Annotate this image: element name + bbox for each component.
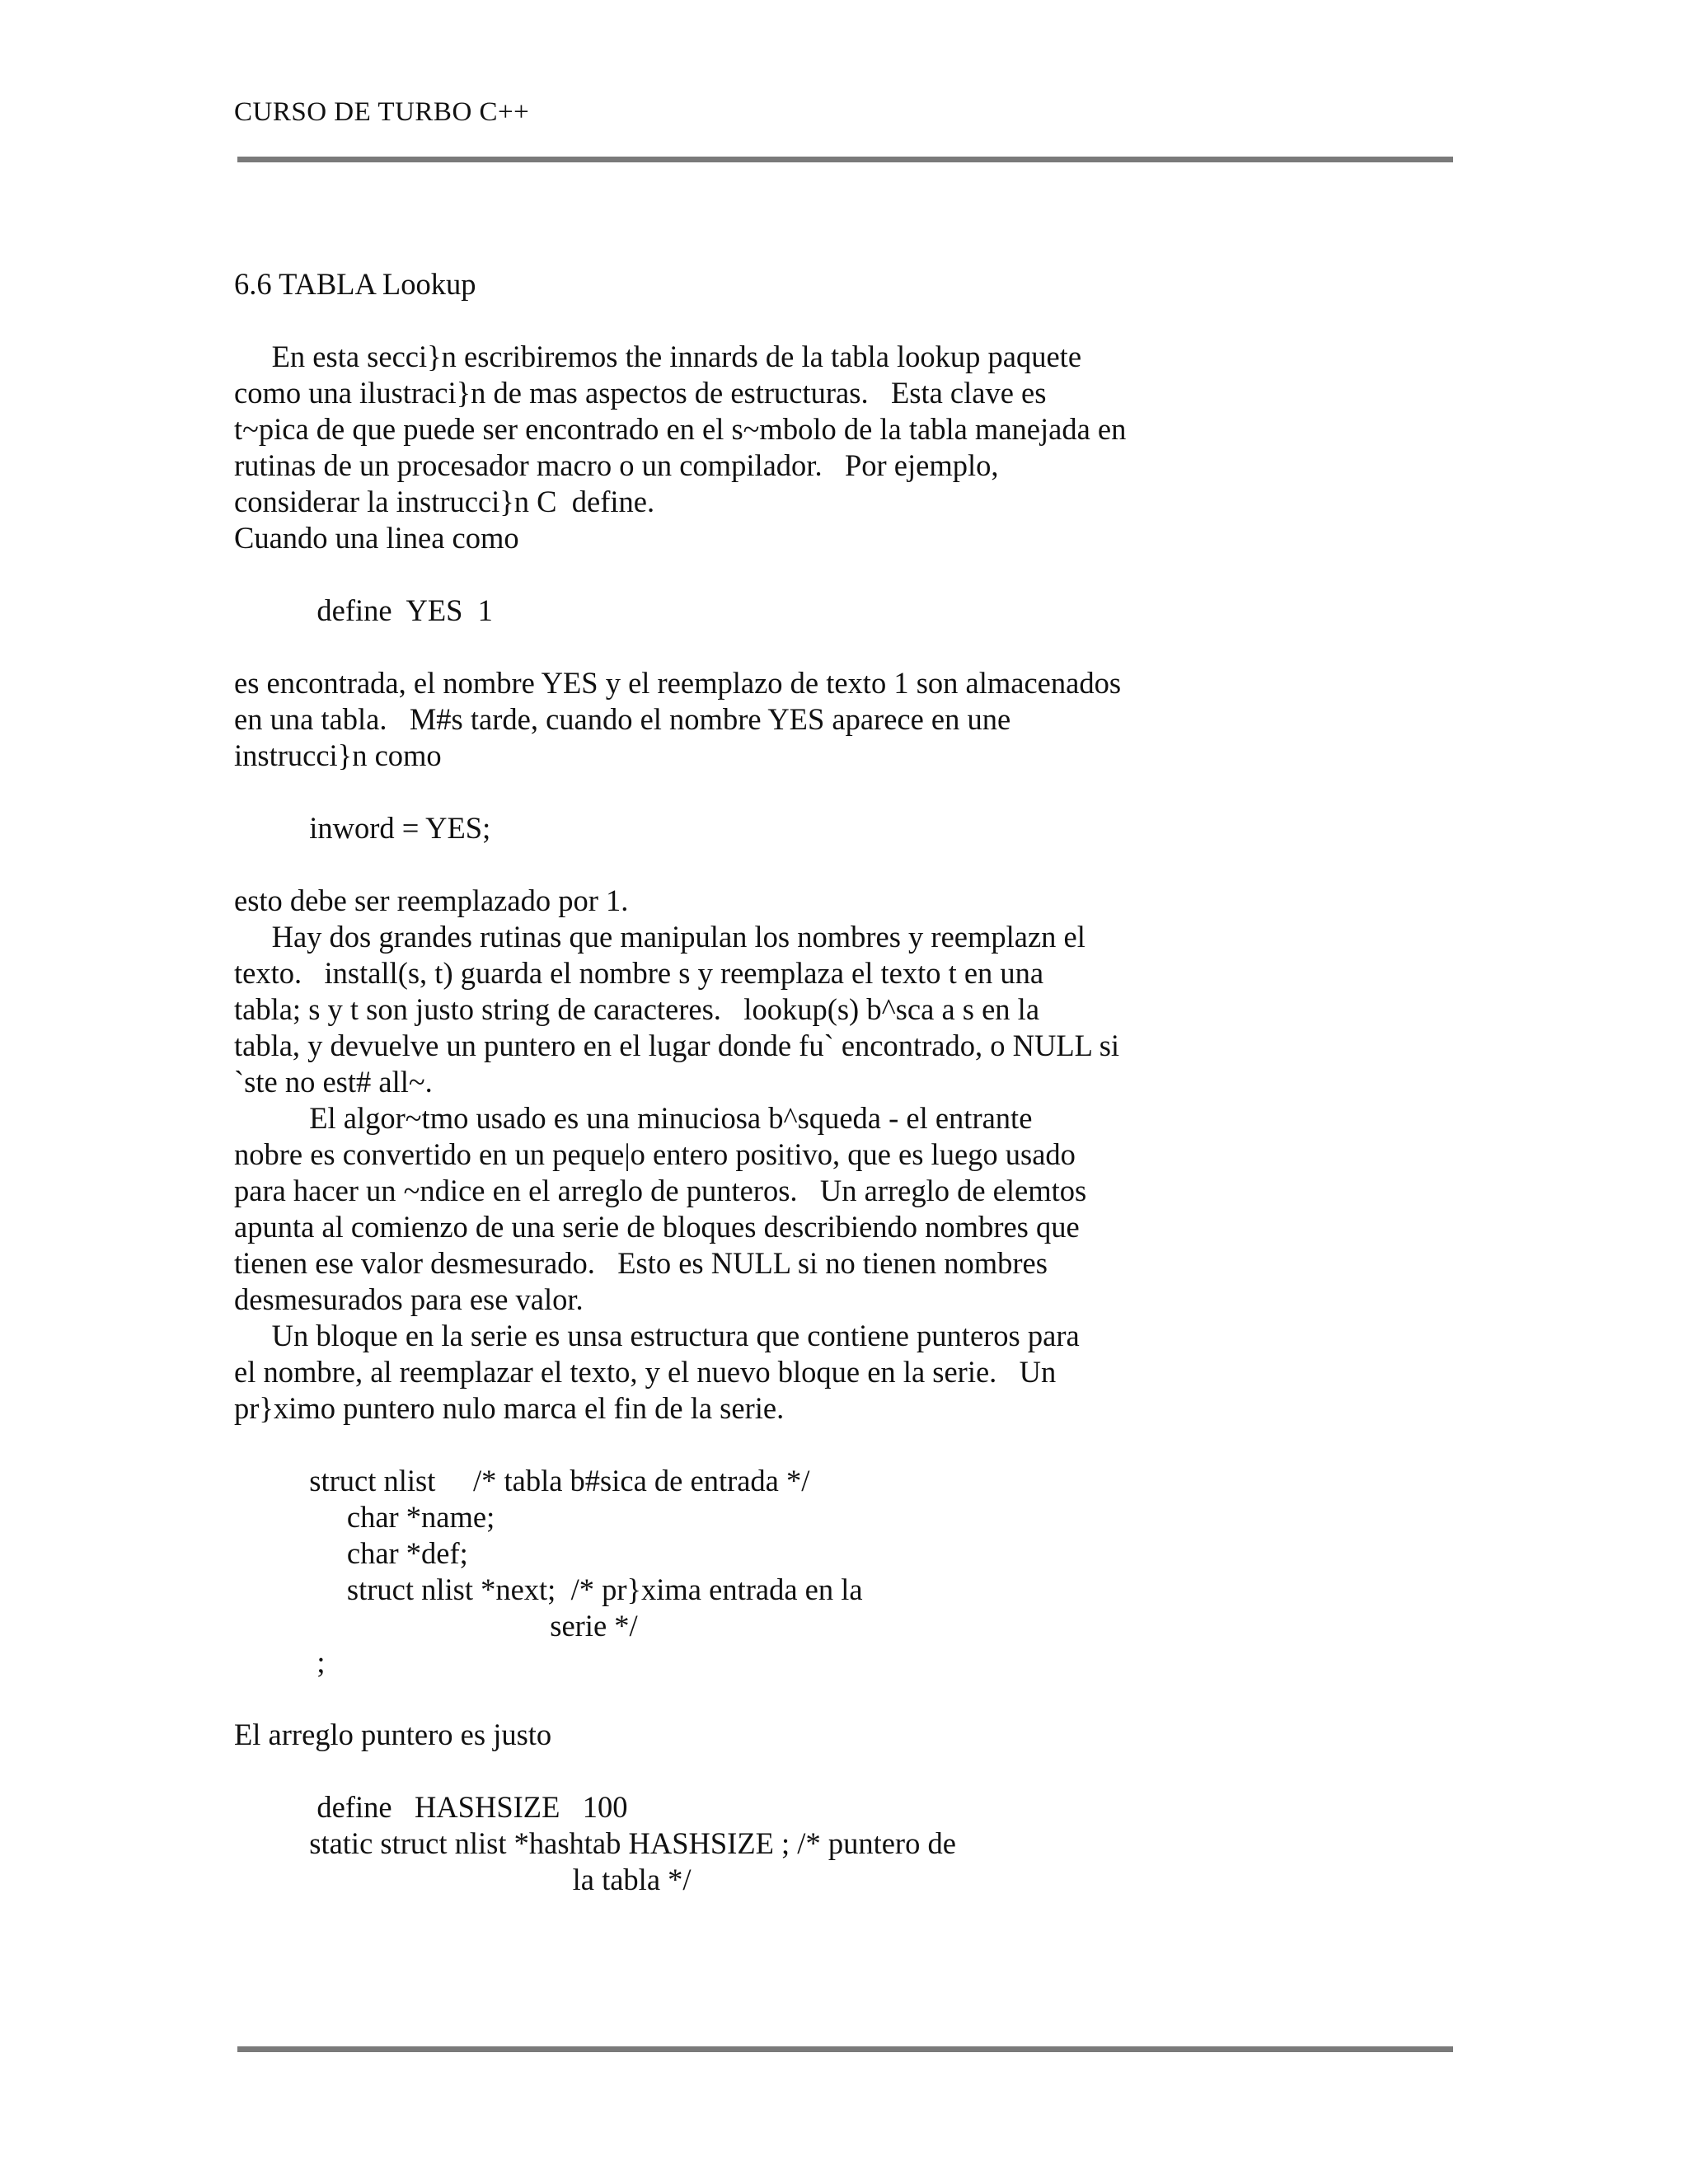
header-rule (237, 157, 1453, 162)
text-line: tienen ese valor desmesurado. Esto es NULL si no tienen nombres (234, 1246, 1048, 1280)
text-line: El algor~tmo usado es una minuciosa b^squeda - el entrante (234, 1101, 1033, 1135)
code-line: char *def; (234, 1536, 468, 1570)
text-line: tabla; s y t son justo string de caracteres. lookup(s) b^sca a s en la (234, 992, 1040, 1026)
footer-rule (237, 2046, 1453, 2052)
code-line: char *name; (234, 1500, 495, 1534)
page-header-title: CURSO DE TURBO C++ (234, 97, 530, 127)
text-line: desmesurados para ese valor. (234, 1282, 584, 1316)
text-line: Un bloque en la serie es unsa estructura que contiene punteros para (234, 1319, 1080, 1352)
text-line: como una ilustraci}n de mas aspectos de estructuras. Esta clave es (234, 376, 1047, 410)
text-line: rutinas de un procesador macro o un compilador. Por ejemplo, (234, 448, 999, 482)
text-line: texto. install(s, t) guarda el nombre s y reemplaza el texto t en una (234, 956, 1044, 990)
text-line: considerar la instrucci}n C define. (234, 485, 655, 518)
text-line: tabla, y devuelve un puntero en el lugar donde fu` encontrado, o NULL si (234, 1029, 1120, 1062)
text-line: t~pica de que puede ser encontrado en el s~mbolo de la tabla manejada en (234, 412, 1127, 446)
code-line: ; (234, 1645, 326, 1679)
text-line: para hacer un ~ndice en el arreglo de punteros. Un arreglo de elemtos (234, 1174, 1087, 1207)
text-line: apunta al comienzo de una serie de bloques describiendo nombres que (234, 1210, 1080, 1244)
text-line: nobre es convertido en un peque|o entero positivo, que es luego usado (234, 1137, 1076, 1171)
code-line: inword = YES; (234, 811, 491, 845)
section-heading: 6.6 TABLA Lookup (234, 267, 476, 301)
text-line: pr}ximo puntero nulo marca el fin de la serie. (234, 1391, 785, 1425)
text-line: En esta secci}n escribiremos the innards de la tabla lookup paquete (234, 340, 1082, 373)
code-line: static struct nlist *hashtab HASHSIZE ; /* puntero de (234, 1826, 956, 1860)
text-line: en una tabla. M#s tarde, cuando el nombre YES aparece en une (234, 702, 1011, 736)
code-line: define HASHSIZE 100 (234, 1790, 628, 1824)
text-line: Cuando una linea como (234, 521, 519, 555)
text-line: instrucci}n como (234, 738, 442, 772)
text-line: El arreglo puntero es justo (234, 1718, 552, 1751)
code-line: la tabla */ (234, 1863, 692, 1896)
code-line: struct nlist *next; /* pr}xima entrada en la (234, 1572, 863, 1606)
text-line: Hay dos grandes rutinas que manipulan los nombres y reemplazn el (234, 920, 1085, 954)
text-line: `ste no est# all~. (234, 1065, 433, 1099)
code-line: define YES 1 (234, 593, 493, 627)
text-line: el nombre, al reemplazar el texto, y el nuevo bloque en la serie. Un (234, 1355, 1057, 1389)
text-line: es encontrada, el nombre YES y el reemplazo de texto 1 son almacenados (234, 666, 1122, 700)
code-line: struct nlist /* tabla b#sica de entrada */ (234, 1464, 810, 1497)
text-line: esto debe ser reemplazado por 1. (234, 883, 629, 917)
code-line: serie */ (234, 1609, 638, 1643)
